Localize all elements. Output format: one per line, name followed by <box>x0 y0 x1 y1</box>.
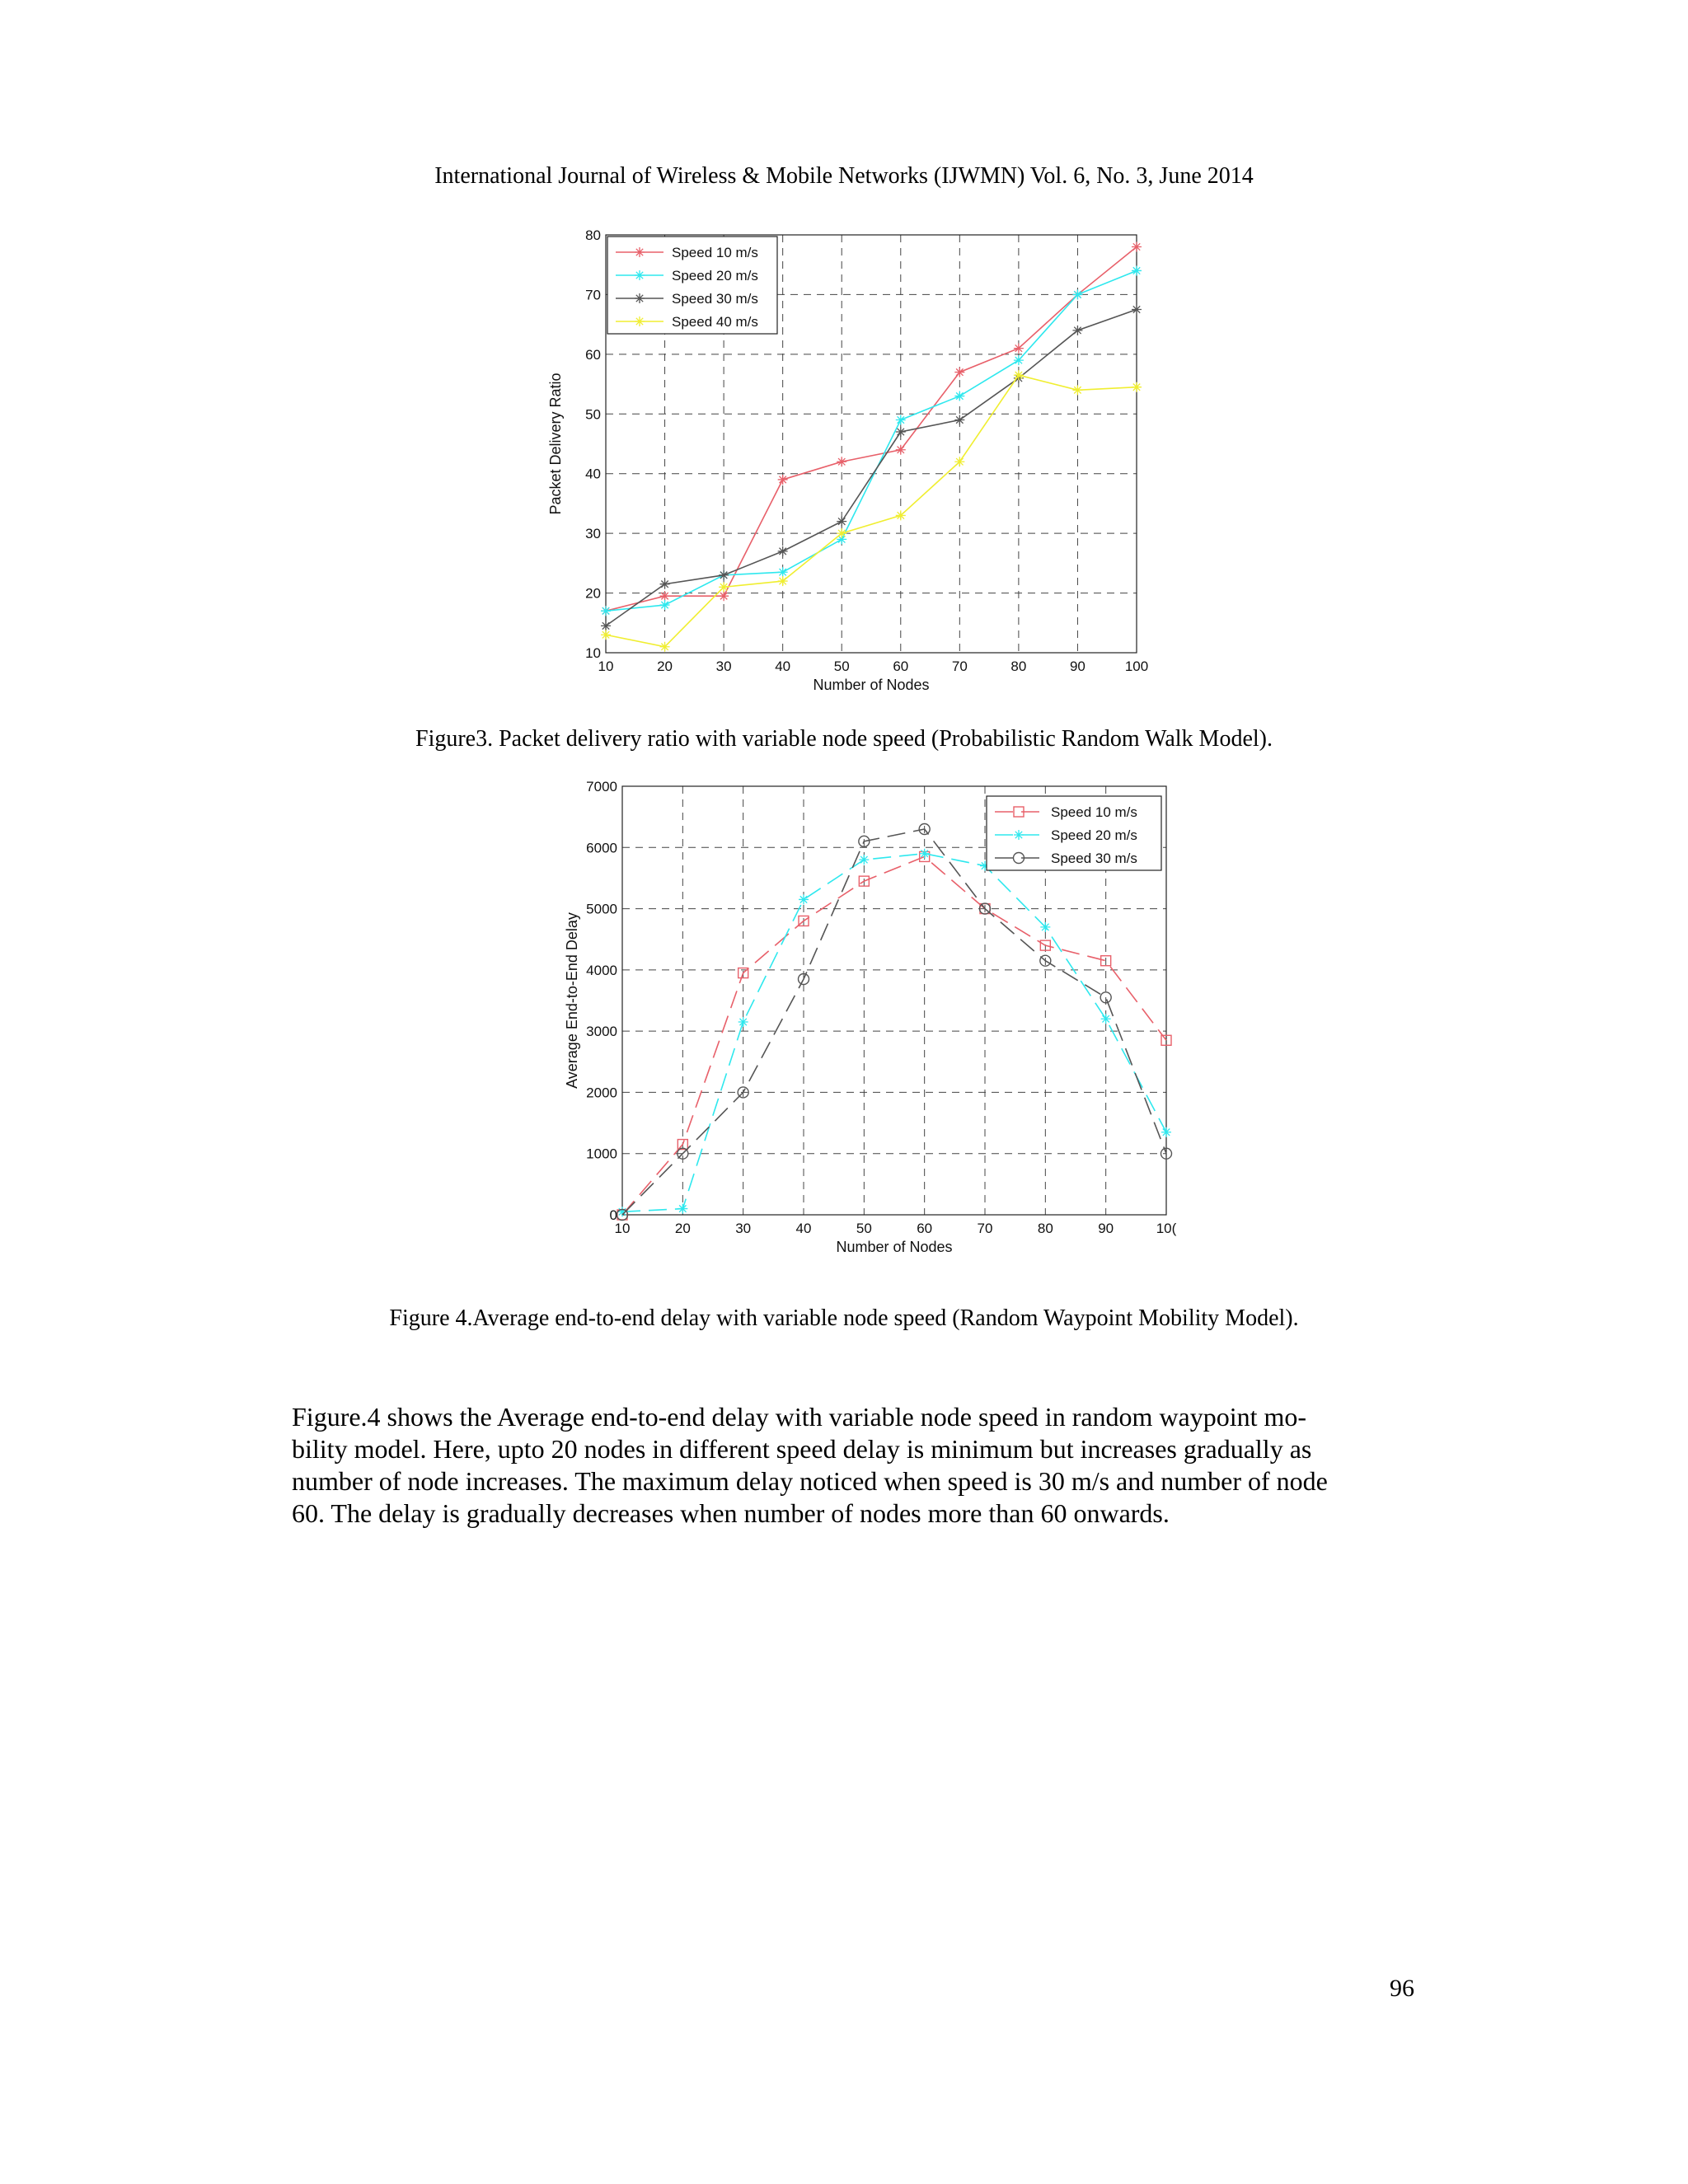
data-point <box>896 415 906 425</box>
data-point <box>954 368 964 377</box>
data-point <box>778 567 788 577</box>
data-point <box>1040 922 1050 932</box>
data-point <box>660 600 670 610</box>
x-tick-label: 70 <box>951 658 968 674</box>
y-tick-label: 70 <box>585 287 601 303</box>
data-point <box>1132 241 1142 251</box>
x-tick-label: 10 <box>598 658 614 674</box>
data-point <box>660 642 670 652</box>
legend-label: Speed 30 m/s <box>1051 851 1137 866</box>
data-point <box>1014 355 1024 365</box>
data-point <box>837 517 846 527</box>
y-tick-label: 6000 <box>586 840 617 856</box>
series-4 <box>601 370 1142 652</box>
figure-4 <box>544 771 1187 1265</box>
data-point <box>1161 1127 1171 1137</box>
data-point <box>954 457 964 466</box>
data-point <box>799 894 809 904</box>
data-point <box>1132 382 1142 392</box>
y-tick-label: 3000 <box>586 1024 617 1040</box>
data-point <box>896 445 906 455</box>
paragraph-line: 60. The delay is gradually decreases when number of nodes more than 60 onwards. <box>292 1498 1170 1528</box>
data-point <box>920 849 930 859</box>
legend-label: Speed 10 m/s <box>672 245 758 260</box>
data-point <box>1072 289 1082 299</box>
legend-marker <box>1014 830 1024 840</box>
y-tick-label: 4000 <box>586 962 617 978</box>
y-tick-label: 30 <box>585 526 601 542</box>
data-point <box>719 570 729 580</box>
y-tick-label: 2000 <box>586 1085 617 1101</box>
x-tick-label: 20 <box>674 1221 691 1236</box>
data-point <box>660 579 670 589</box>
series-2 <box>617 849 1171 1217</box>
y-tick-label: 20 <box>585 585 601 602</box>
y-tick-label: 50 <box>585 406 601 423</box>
data-point <box>1101 1014 1111 1024</box>
x-tick-label: 50 <box>833 658 850 674</box>
series-3 <box>617 824 1172 1221</box>
data-point <box>1072 326 1082 335</box>
data-point <box>896 510 906 520</box>
legend-label: Speed 20 m/s <box>1051 827 1137 843</box>
y-tick-label: 60 <box>585 346 601 363</box>
x-tick-label: 40 <box>795 1221 812 1236</box>
data-point <box>738 1017 748 1027</box>
series-3 <box>601 305 1142 631</box>
data-point <box>601 621 611 630</box>
data-point <box>954 391 964 401</box>
series-line <box>606 310 1137 626</box>
x-tick-label: 100 <box>1124 658 1149 674</box>
y-tick-label: 40 <box>585 466 601 482</box>
data-point <box>1072 385 1082 395</box>
data-point <box>719 591 729 601</box>
figure-3 <box>544 223 1170 709</box>
x-tick-label: 80 <box>1010 658 1027 674</box>
y-tick-label: 1000 <box>586 1146 617 1162</box>
x-tick-label: 50 <box>856 1221 872 1236</box>
data-point <box>837 457 846 466</box>
data-point <box>1132 305 1142 315</box>
x-tick-label: 20 <box>657 658 673 674</box>
paragraph-line: Figure.4 shows the Average end-to-end delay with variable node speed in random waypoint mo- <box>292 1402 1307 1432</box>
figure-4-chart <box>544 771 1187 1265</box>
legend <box>607 237 777 334</box>
paragraph-line: bility model. Here, upto 20 nodes in different speed delay is minimum but increases gradually as <box>292 1434 1312 1464</box>
y-tick-label: 10 <box>585 645 601 661</box>
x-tick-label: 30 <box>735 1221 752 1236</box>
data-point <box>896 427 906 437</box>
y-tick-label: 80 <box>585 227 601 243</box>
x-tick-label: 90 <box>1098 1221 1114 1236</box>
legend-label: Speed 40 m/s <box>672 314 758 330</box>
y-axis-label: Packet Delivery Ratio <box>547 373 564 515</box>
x-axis-label: Number of Nodes <box>813 677 930 693</box>
x-tick-label: 70 <box>977 1221 993 1236</box>
x-tick-label: 30 <box>715 658 732 674</box>
data-point <box>778 475 788 485</box>
series-1 <box>617 851 1171 1220</box>
figure-3-chart <box>544 223 1170 709</box>
series-line <box>622 829 1166 1215</box>
series-line <box>622 854 1166 1212</box>
body-paragraph <box>292 1401 1414 1530</box>
legend-label: Speed 20 m/s <box>672 268 758 284</box>
data-point <box>837 528 846 538</box>
x-tick-label: 10( <box>1156 1221 1177 1236</box>
x-tick-label: 40 <box>775 658 791 674</box>
page-number: 96 <box>1390 1975 1414 2002</box>
data-point <box>678 1204 687 1214</box>
x-tick-label: 80 <box>1037 1221 1053 1236</box>
x-tick-label: 10 <box>614 1221 631 1236</box>
data-point <box>859 855 869 865</box>
y-tick-label: 0 <box>609 1207 617 1223</box>
data-point <box>778 576 788 586</box>
data-point <box>954 415 964 425</box>
journal-header: International Journal of Wireless & Mobile Networks (IJWMN) Vol. 6, No. 3, June 2014 <box>434 163 1254 189</box>
x-tick-label: 60 <box>917 1221 933 1236</box>
legend-label: Speed 10 m/s <box>1051 804 1137 820</box>
legend <box>987 796 1161 870</box>
y-tick-label: 5000 <box>586 901 617 917</box>
figure-3-caption: Figure3. Packet delivery ratio with variable node speed (Probabilistic Random Walk Model). <box>415 726 1273 752</box>
legend-label: Speed 30 m/s <box>672 291 758 307</box>
x-axis-label: Number of Nodes <box>836 1239 953 1255</box>
x-tick-label: 90 <box>1069 658 1085 674</box>
data-point <box>778 546 788 556</box>
data-point <box>660 591 670 601</box>
data-point <box>601 630 611 640</box>
data-point <box>1132 265 1142 275</box>
paragraph-line: number of node increases. The maximum delay noticed when speed is 30 m/s and number of node <box>292 1466 1328 1496</box>
data-point <box>601 606 611 616</box>
series-line <box>606 375 1137 647</box>
y-tick-label: 7000 <box>586 779 617 794</box>
x-tick-label: 60 <box>893 658 909 674</box>
y-axis-label: Average End-to-End Delay <box>564 912 580 1089</box>
figure-4-caption: Figure 4.Average end-to-end delay with variable node speed (Random Waypoint Mobility Model). <box>389 1305 1299 1331</box>
series-line <box>622 856 1166 1215</box>
